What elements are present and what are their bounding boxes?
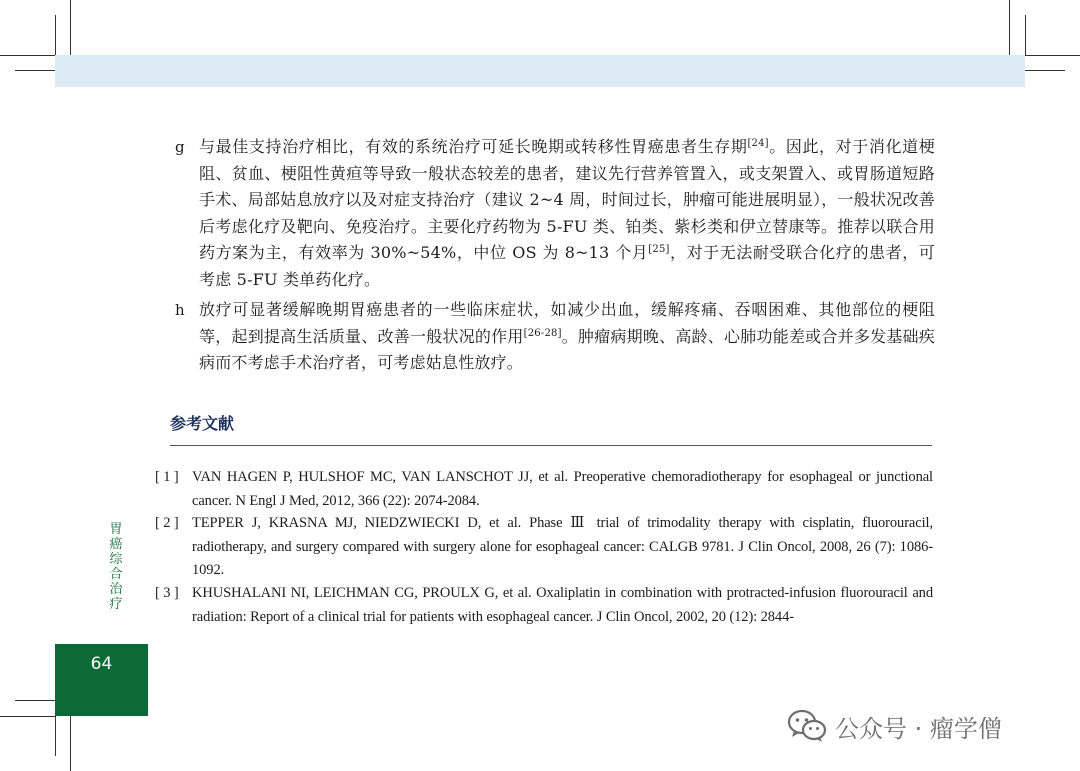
text-run: ，对于无法耐受联合化疗的患者，可考虑 5-FU 类单药化疗。 <box>199 243 935 289</box>
crop-mark <box>15 70 55 71</box>
crop-mark <box>1009 0 1010 55</box>
reference-number: [ 3 ] <box>155 585 179 601</box>
header-band <box>55 55 1025 87</box>
crop-mark <box>1025 15 1026 55</box>
text-run: 放疗可显著缓解晚期胃癌患者的一些临床症状，如减少出血，缓解疼痛、吞咽困难、其他部位的梗阻等，起到提高生活质量、改善一般状况的作用 <box>199 300 935 346</box>
reference-item <box>155 466 933 513</box>
paragraph-g <box>175 134 935 293</box>
text-run: 。因此，对于消化道梗阻、贫血、梗阻性黄疸等导致一般状态较差的患者，建议先行营养管置入，或支架置入、或胃肠道短路手术、局部姑息放疗以及对症支持治疗（建议 2~4 周，时间过长，肿瘤可能进展明显），一般状况改善后考虑化疗及靶向、免疫治疗。主要化疗药物为 5-FU 类、铂类、紫杉类和伊立替康等。推荐以联合用药方案为主，有效率为 30%~54%，中位 OS 为 8~13 个月 <box>199 137 935 262</box>
paragraph-body <box>199 297 935 377</box>
watermark-text: 公众号 · 瘤学僧 <box>835 714 1002 743</box>
crop-mark <box>55 716 56 756</box>
reference-item <box>155 582 933 629</box>
paragraph-body <box>199 134 935 293</box>
reference-number: [ 2 ] <box>155 515 179 531</box>
crop-mark <box>70 716 71 771</box>
reference-number: [ 1 ] <box>155 469 179 485</box>
page-number: 64 <box>90 654 113 674</box>
crop-mark <box>0 716 55 717</box>
references-title: 参考文献 <box>170 414 235 433</box>
citation: [25] <box>648 244 670 255</box>
crop-mark <box>15 700 55 701</box>
paragraph-h <box>175 297 935 377</box>
reference-item <box>155 512 933 583</box>
crop-mark <box>1025 55 1080 56</box>
section-divider <box>170 445 932 446</box>
chapter-side-label: 胃癌综合治疗 <box>109 522 123 612</box>
citation: [26-28] <box>523 327 562 339</box>
reference-text: TEPPER J, KRASNA MJ, NIEDZWIECKI D, et al. Phase Ⅲ trial of trimodality therapy with cisplatin, fluorouracil, radiotherapy, and surgery compared with surgery alone for esophageal cancer: CALGB 9781. J Clin Oncol, 2008, 26 (7): 1086-1092. <box>192 515 933 578</box>
reference-text: KHUSHALANI NI, LEICHMAN CG, PROULX G, et al. Oxaliplatin in combination with protracted-infusion fluorouracil and radiation: Report of a clinical trial for patients with esophageal cancer. J Clin Oncol, 2002, 20 (12): 2844- <box>192 585 933 625</box>
watermark <box>787 708 1002 744</box>
reference-text: VAN HAGEN P, HULSHOF MC, VAN LANSCHOT JJ, et al. Preoperative chemoradiotherapy for esophageal or junctional cancer. N Engl J Med, 2012, 366 (22): 2074-2084. <box>192 469 933 509</box>
text-run: 。肿瘤病期晚、高龄、心肺功能差或合并多发基础疾病而不考虑手术治疗者，可考虑姑息性放疗。 <box>199 326 935 372</box>
crop-mark <box>1025 70 1065 71</box>
wechat-icon <box>787 709 827 743</box>
crop-mark <box>0 55 55 56</box>
text-run: 与最佳支持治疗相比，有效的系统治疗可延长晚期或转移性胃癌患者生存期 <box>199 137 748 156</box>
paragraph-marker: g <box>175 138 185 156</box>
crop-mark <box>70 0 71 55</box>
paragraph-marker: h <box>175 301 185 319</box>
crop-mark <box>55 15 56 55</box>
citation: [24] <box>747 138 769 149</box>
